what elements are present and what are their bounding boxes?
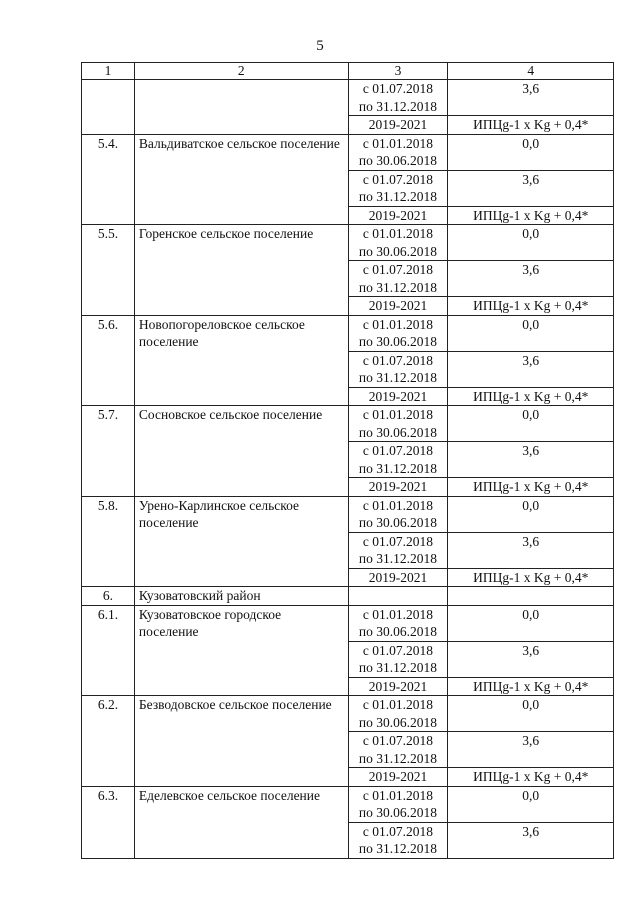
settlement-row (82, 605, 614, 641)
period-cell: 2019-2021 (348, 478, 448, 497)
period-end: по 30.06.2018 (358, 334, 438, 349)
tariff-value-cell: 3,6 (448, 170, 614, 206)
row-number-cell: 5.7. (82, 406, 135, 497)
period-start: с 01.07.2018 (362, 823, 434, 839)
column-header-1: 1 (82, 63, 135, 80)
settlement-row (82, 496, 614, 532)
period-end: по 30.06.2018 (358, 624, 438, 639)
period-start: с 01.01.2018 (362, 135, 434, 151)
tariff-value-cell: ИПЦg-1 x Kg + 0,4* (448, 568, 614, 587)
region-row (82, 587, 614, 606)
period-cell (348, 732, 448, 768)
period-start: с 01.07.2018 (362, 81, 434, 96)
tariff-value-cell: 3,6 (448, 641, 614, 677)
tariff-value-cell: 0,0 (448, 696, 614, 732)
tariff-value-cell: ИПЦg-1 x Kg + 0,4* (448, 478, 614, 497)
region-name-cell: Кузоватовский район (134, 587, 348, 606)
period-cell: 2019-2021 (348, 116, 448, 135)
tariff-value-cell: 3,6 (448, 261, 614, 297)
period-end: по 31.12.2018 (358, 279, 438, 295)
period-cell: 2019-2021 (348, 677, 448, 696)
period-end: по 31.12.2018 (358, 841, 438, 856)
period-end: по 30.06.2018 (358, 515, 438, 530)
period-cell (348, 170, 448, 206)
tariff-value-cell: 0,0 (448, 786, 614, 822)
row-number-cell: 5.5. (82, 225, 135, 316)
period-cell (348, 822, 448, 858)
period-end: по 31.12.2018 (358, 189, 438, 204)
column-header-2: 2 (134, 63, 348, 80)
period-end: по 30.06.2018 (358, 805, 438, 820)
row-number-cell: 6.3. (82, 786, 135, 858)
row-number-cell: 6.2. (82, 696, 135, 787)
period-start: с 01.07.2018 (362, 533, 434, 549)
period-cell (348, 225, 448, 261)
period-cell (348, 134, 448, 170)
settlement-name-cell: Урено-Карлинское сельское поселение (134, 496, 348, 587)
period-cell (348, 351, 448, 387)
column-header-3: 3 (348, 63, 448, 80)
settlement-name-cell (134, 80, 348, 135)
period-cell: 2019-2021 (348, 206, 448, 225)
column-header-row (82, 63, 614, 80)
period-end: по 31.12.2018 (358, 370, 438, 385)
period-cell (348, 641, 448, 677)
settlement-row (82, 225, 614, 261)
period-cell (348, 532, 448, 568)
period-end: по 30.06.2018 (358, 714, 438, 730)
row-number-cell (82, 80, 135, 135)
period-cell (348, 261, 448, 297)
settlement-name-cell: Вальдиватское сельское поселение (134, 134, 348, 225)
period-start: с 01.01.2018 (362, 407, 434, 422)
row-number-cell: 5.8. (82, 496, 135, 587)
column-header-4: 4 (448, 63, 614, 80)
period-cell (348, 442, 448, 478)
period-start: с 01.07.2018 (362, 443, 434, 458)
tariff-value-cell: 3,6 (448, 80, 614, 116)
period-start: с 01.01.2018 (362, 226, 434, 241)
period-start: с 01.07.2018 (362, 733, 434, 748)
settlement-name-cell: Еделевское сельское поселение (134, 786, 348, 858)
settlement-name-cell: Кузоватовское городское поселение (134, 605, 348, 696)
period-cell: 2019-2021 (348, 297, 448, 316)
tariff-value-cell: 0,0 (448, 134, 614, 170)
period-cell: 2019-2021 (348, 387, 448, 406)
period-cell (348, 605, 448, 641)
tariff-value-cell: 3,6 (448, 351, 614, 387)
tariff-value-cell: 0,0 (448, 605, 614, 641)
period-cell (348, 80, 448, 116)
period-end: по 31.12.2018 (358, 460, 438, 476)
tariff-value-cell: 3,6 (448, 442, 614, 478)
settlement-row (82, 696, 614, 732)
period-start: с 01.01.2018 (362, 606, 434, 622)
period-end: по 31.12.2018 (358, 551, 438, 566)
row-number-cell: 5.4. (82, 134, 135, 225)
tariff-value-cell: ИПЦg-1 x Kg + 0,4* (448, 206, 614, 225)
period-start: с 01.07.2018 (362, 262, 434, 277)
continuation-row (82, 80, 614, 116)
period-end: по 30.06.2018 (358, 153, 438, 168)
empty-cell (348, 587, 448, 606)
period-start: с 01.01.2018 (362, 697, 434, 712)
period-cell (348, 496, 448, 532)
tariff-value-cell: 0,0 (448, 225, 614, 261)
tariff-value-cell: 0,0 (448, 315, 614, 351)
period-end: по 30.06.2018 (358, 243, 438, 259)
tariff-value-cell: ИПЦg-1 x Kg + 0,4* (448, 677, 614, 696)
period-end: по 31.12.2018 (358, 750, 438, 766)
row-number-cell: 6.1. (82, 605, 135, 696)
row-number-cell: 5.6. (82, 315, 135, 406)
period-cell (348, 406, 448, 442)
period-start: с 01.07.2018 (362, 352, 434, 368)
period-end: по 31.12.2018 (358, 98, 438, 114)
tariff-table (81, 62, 614, 859)
tariff-value-cell: 0,0 (448, 406, 614, 442)
period-start: с 01.01.2018 (362, 316, 434, 332)
settlement-name-cell: Горенское сельское поселение (134, 225, 348, 316)
period-start: с 01.01.2018 (362, 497, 434, 513)
tariff-value-cell: 3,6 (448, 822, 614, 858)
period-cell (348, 786, 448, 822)
settlement-row (82, 315, 614, 351)
period-start: с 01.01.2018 (362, 787, 434, 803)
period-cell: 2019-2021 (348, 568, 448, 587)
settlement-row (82, 406, 614, 442)
empty-cell (448, 587, 614, 606)
settlement-name-cell: Новопогореловское сельское поселение (134, 315, 348, 406)
tariff-value-cell: ИПЦg-1 x Kg + 0,4* (448, 768, 614, 787)
period-cell (348, 696, 448, 732)
period-cell: 2019-2021 (348, 768, 448, 787)
tariff-value-cell: 0,0 (448, 496, 614, 532)
settlement-row (82, 134, 614, 170)
period-cell (348, 315, 448, 351)
period-end: по 31.12.2018 (358, 660, 438, 675)
tariff-table-body (82, 63, 614, 859)
page-number: 5 (316, 38, 324, 54)
period-end: по 30.06.2018 (358, 424, 438, 440)
settlement-name-cell: Безводовское сельское поселение (134, 696, 348, 787)
tariff-value-cell: 3,6 (448, 532, 614, 568)
period-start: с 01.07.2018 (362, 171, 434, 187)
settlement-row (82, 786, 614, 822)
row-number-cell: 6. (82, 587, 135, 606)
tariff-value-cell: ИПЦg-1 x Kg + 0,4* (448, 297, 614, 316)
tariff-value-cell: ИПЦg-1 x Kg + 0,4* (448, 387, 614, 406)
period-start: с 01.07.2018 (362, 642, 434, 658)
settlement-name-cell: Сосновское сельское поселение (134, 406, 348, 497)
tariff-value-cell: ИПЦg-1 x Kg + 0,4* (448, 116, 614, 135)
tariff-value-cell: 3,6 (448, 732, 614, 768)
